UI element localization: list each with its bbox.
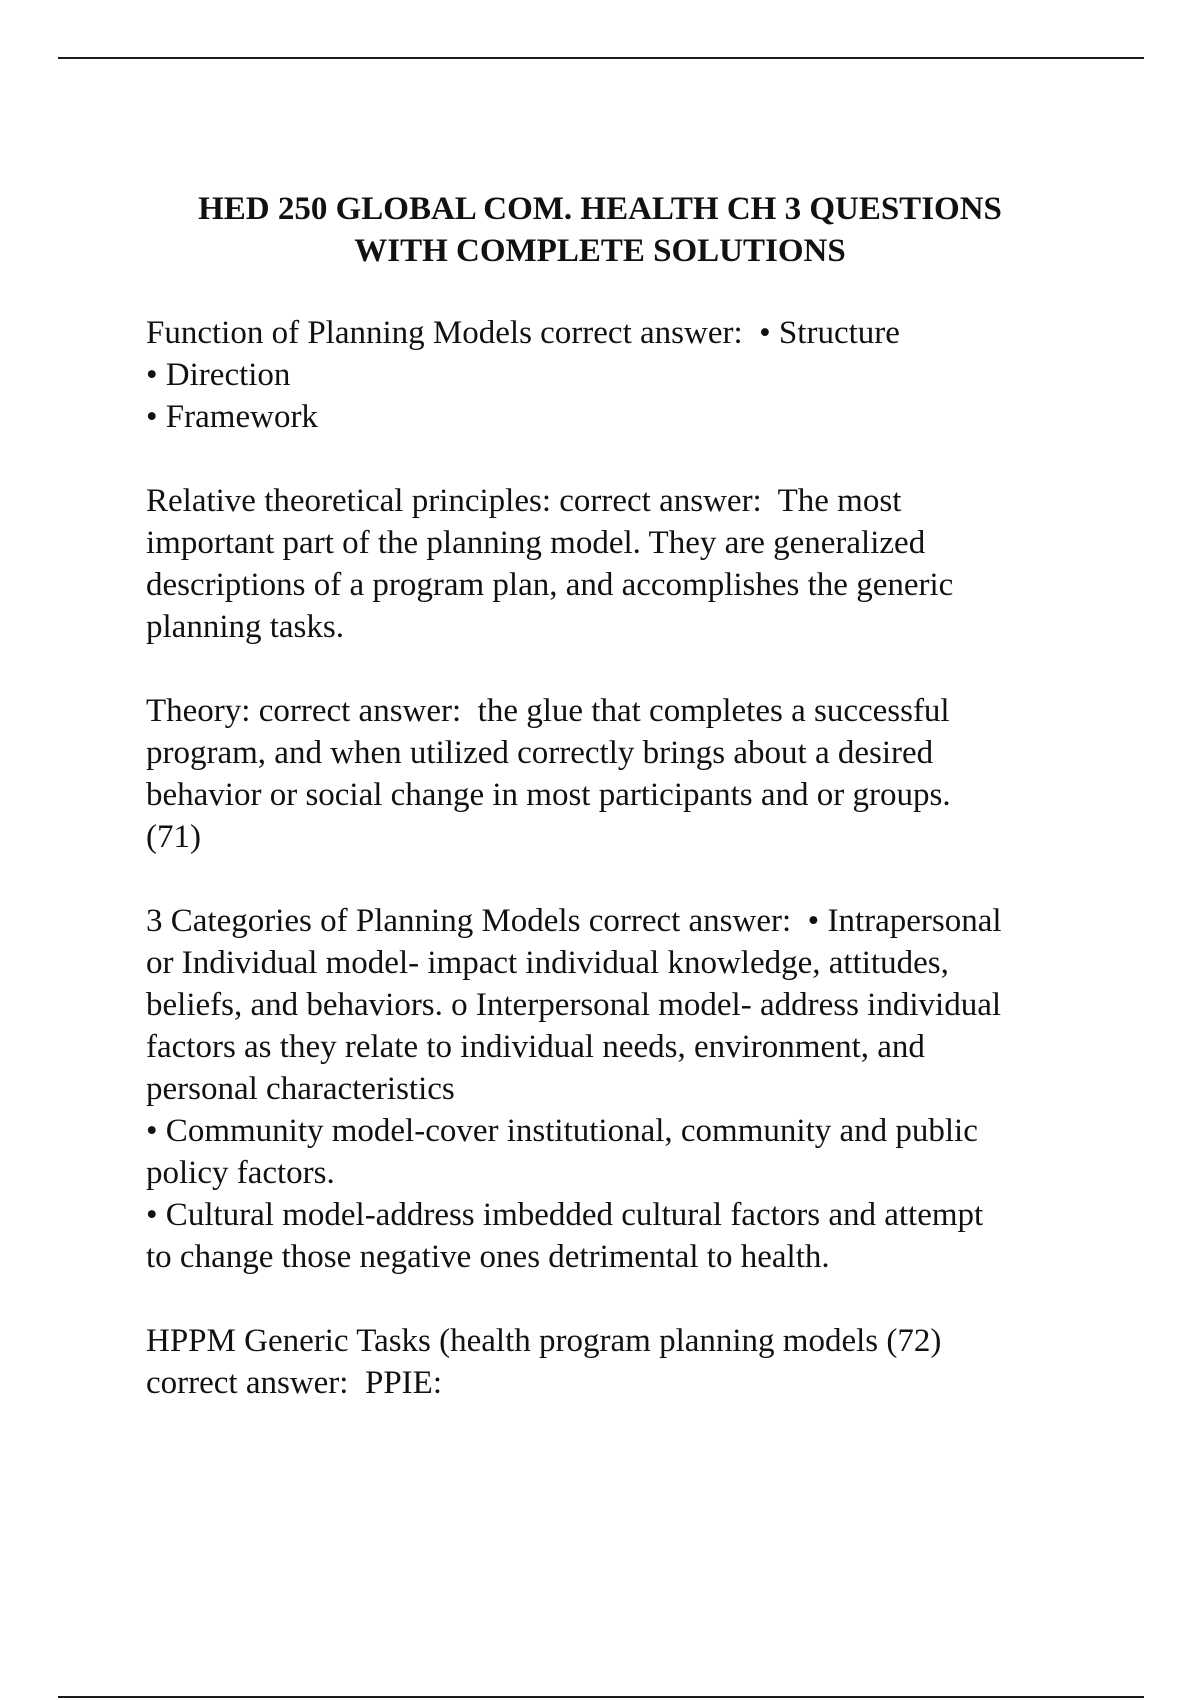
text-line: • Direction [146,357,291,393]
qa-three-categories-of-planning-models [146,900,1146,1278]
qa-hppm-generic-tasks [146,1320,1146,1404]
text-line: program, and when utilized correctly brings about a desired [146,735,934,771]
text-line: planning tasks. [146,609,344,645]
text-line: HPPM Generic Tasks (health program planning models (72) [146,1323,942,1359]
text-line: Function of Planning Models correct answer: • Structure [146,315,900,351]
text-line: • Community model-cover institutional, community and public [146,1113,978,1149]
qa-function-of-planning-models [146,312,1146,438]
qa-relative-theoretical-principles [146,480,1146,648]
text-line: factors as they relate to individual needs, environment, and [146,1029,925,1065]
text-line: important part of the planning model. They are generalized [146,525,926,561]
text-line: Theory: correct answer: the glue that completes a successful [146,693,950,729]
text-line: Relative theoretical principles: correct answer: The most [146,483,902,519]
title-line-2: WITH COMPLETE SOLUTIONS [354,233,846,269]
text-line: policy factors. [146,1155,335,1191]
text-line: behavior or social change in most participants and or groups. [146,777,951,813]
text-line: • Cultural model-address imbedded cultural factors and attempt [146,1197,984,1233]
document-title [100,188,1100,272]
text-line: correct answer: PPIE: [146,1365,442,1401]
text-line: descriptions of a program plan, and accomplishes the generic [146,567,954,603]
text-line: 3 Categories of Planning Models correct answer: • Intrapersonal [146,903,1002,939]
text-line: to change those negative ones detrimental to health. [146,1239,830,1275]
text-line: • Framework [146,399,318,435]
title-line-1: HED 250 GLOBAL COM. HEALTH CH 3 QUESTIONS [198,191,1002,227]
text-line: or Individual model- impact individual knowledge, attitudes, [146,945,949,981]
text-line: (71) [146,819,201,855]
text-line: beliefs, and behaviors. o Interpersonal model- address individual [146,987,1002,1023]
document-body [146,312,1146,1446]
top-rule [58,57,1144,59]
qa-theory [146,690,1146,858]
bottom-rule [58,1696,1144,1698]
text-line: personal characteristics [146,1071,455,1107]
